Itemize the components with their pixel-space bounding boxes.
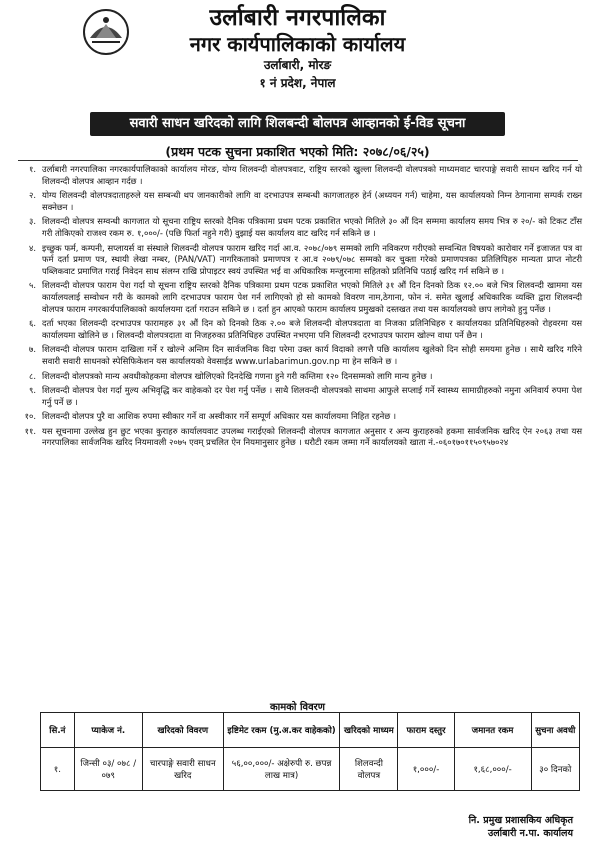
list-item: [14, 411, 582, 423]
item-text: इच्छुक फर्म, कम्पनी, सप्लायर्स वा संस्थाले शिलवन्दी वोलपत्र फाराम खरिद गर्दा आ.व. २०७८/०७९ सम्मको लागि नविकरण गरीएको सम्वन्धित विषयको कारोवार गर्ने इजाजत पत्र वा फर्म दर्ता प्रमाण पत्र, स्थायी लेखा नम्बर, (PAN/VAT) नागरिकताको प्रमाणपत्र र आ.व २०७९/०७८ सम्मको कर चुक्ता गरेको प्रमाणपत्रका प्रतिलिपिहरु मान्यता प्राप्त नोटरी पब्लिकवाट प्रमाणित गराई निवेदन साथ संलग्न राखि प्रोपाइटर स्वयं उपस्थित भई वा अधिकारिक मन्जुरनामा सहितको प्रतिनिधि पठाई खरिद गर्न सकिने छ ।: [42, 242, 582, 276]
list-item: [14, 344, 582, 367]
notice-title: सवारी साधन खरिदको लागि शिलबन्दी बोलपत्र आव्हानको ई-विड सूचना: [90, 112, 505, 136]
column-header: प्याकेज नं.: [74, 713, 142, 748]
column-header: खरिदको विवरण: [142, 713, 223, 748]
table-row: [41, 748, 580, 791]
item-number: ४.: [28, 242, 36, 253]
item-text: शिलवन्दी वोलपत्र पुरै वा आशिक रुपमा स्वीकार गर्ने वा अस्वीकार गर्ने सम्पूर्ण अधिकार यस कार्यालयमा निहित रहनेछ ।: [42, 411, 397, 422]
item-text: शिलवन्दी वोलपत्र सम्वन्धी कागजात यो सूचना राष्ट्रिय स्तरको दैनिक पत्रिकामा प्रथम पटक प्रकाशित भएको मितिले ३० औं दिन सम्ममा कार्यालय समय भित्र रु २०/- को टिकट टाँस गरी तोकिएको राजश्व रकम रु. १,०००/- (पछि फिर्ता नहुने गरी) वुझाई यस कार्यालय वाट खरिद गर्न सकिने छ ।: [42, 216, 582, 238]
list-item: [14, 385, 582, 408]
list-item: [14, 426, 582, 449]
notice-items: [14, 164, 582, 452]
item-number: २.: [28, 190, 36, 201]
table-cell: १,६८,०००/-: [454, 748, 531, 791]
item-number: ७.: [28, 344, 36, 355]
column-header: जमानत रकम: [454, 713, 531, 748]
item-number: ८.: [28, 370, 36, 381]
item-text: उर्लाबारी नगरपालिका नगरकार्यपालिकाको कार्यालय मोरङ, योग्य शिलवन्दी वोलपत्रवाट, राष्ट्रिय स्तरको खुल्ला शिलवन्दी वोलपत्रको माध्यमवाट चारपाङ्गे सवारी साधन खरिद गर्न यो शिलवन्दी वोलपत्र आव्हान गर्दछ ।: [42, 164, 582, 186]
item-number: ९.: [28, 385, 36, 396]
signatory-title: नि. प्रमुख प्रशासकिय अधिकृत: [468, 815, 573, 826]
divider: [18, 160, 578, 161]
column-header: खरिदको माध्यम: [340, 713, 398, 748]
table-title: कामको विवरण: [269, 702, 326, 713]
column-header: फाराम दस्तुर: [398, 713, 454, 748]
table-cell: ३० दिनको: [531, 748, 579, 791]
list-item: [14, 164, 582, 187]
office-name: उर्लाबारी नगरपालिका: [209, 5, 386, 31]
list-item: [14, 190, 582, 213]
list-item: [14, 280, 582, 315]
list-item: [14, 371, 582, 383]
office-subtitle: नगर कार्यपालिकाको कार्यालय: [189, 32, 406, 56]
table-cell: चारपाङ्गे सवारी साधन खरिद: [142, 748, 223, 791]
list-item: [14, 318, 582, 341]
column-header: इष्टिमेट रकम (मु.अ.कर वाहेकको): [223, 713, 340, 748]
table-cell: १,०००/-: [398, 748, 454, 791]
office-province: १ नं प्रदेश, नेपाल: [259, 76, 336, 90]
table-cell: शिलवन्दी वोलपत्र: [340, 748, 398, 791]
column-header: सुचना अवधी: [531, 713, 579, 748]
table-header-row: [41, 713, 580, 748]
signature-block: [469, 814, 573, 840]
list-item: [14, 243, 582, 278]
item-number: ६.: [28, 318, 36, 329]
work-details-table: [40, 712, 580, 791]
nepal-emblem-icon: [82, 8, 130, 56]
publish-date: (प्रथम पटक सुचना प्रकाशित भएको मिति: २०७८/०६/२५): [165, 144, 430, 159]
item-number: ५.: [28, 280, 36, 291]
table-cell: जिन्सी ०३/ ०७८ /०७९: [74, 748, 142, 791]
column-header: सि.नं: [41, 713, 75, 748]
item-text: शिलवन्दी वोलपत्रको मान्य अवधीकोहकमा वोलपत्र खोलिएको दिनदेखि गणना हुने गरी कम्तिमा १२० दिनसम्मको लागि मान्य हुनेछ ।: [42, 370, 433, 381]
item-text: शिलवन्दी वोलपत्र फाराम पेश गर्दा यो सूचना राष्ट्रिय स्तरको दैनिक पत्रिकामा प्रथम पटक प्रकाशित भएको मितिले ३१ औं दिन दिनको ठिक १२.०० बजे भित्र शिलवन्दी खाममा यस कार्यालयलाई सम्वोधन गरी के कामको लागि दरभाउपत्र फाराम पेश गर्न लागिएको हो सो कामको विवरण नाम,ठेगाना, फोन नं. समेत खुलाई अधिकारिक व्यक्ति द्वारा शिलवन्दी वोलपत्र फाराम नगरकार्यपालिकाको कार्यालयमा दर्ता गराउन सकिने छ । दर्ता हुन आएको फाराम कार्यालय प्रमुखको दस्तखत तथा यस कार्यालयको छाप लागेको हुनु पर्नेछ ।: [42, 280, 582, 314]
table-cell: १.: [41, 748, 75, 791]
item-number: ११.: [24, 425, 36, 436]
item-text: दर्ता भएका शिलवन्दी दरभाउपत्र फारामहरु ३१ औं दिन को दिनको ठिक २.०० बजे शिलवन्दी वोलपत्रदाता वा निजका प्रतिनिधिहरु र कार्यालयका प्रतिनिधिहरुको रोहवरमा यस कार्यालयमा खोलिने छ । शिलवन्दी वोलपत्रदाता वा निजहरुका प्रतिनिधिहरु उपस्थित नभएमा पनि शिलवन्दी दरभाउपत्र फाराम खोल्न वाधा पर्ने छैन ।: [42, 318, 582, 340]
item-number: १.: [28, 164, 36, 174]
signatory-office: उर्लाबारी न.पा. कार्यालय: [488, 828, 573, 839]
item-text: यस सूचनामा उल्लेख हुन छुट भएका कुराहरु कार्यालयवाट उपलब्ध गराईएको शिलवन्दी वोलपत्र कागजात अनुसार र अन्य कुराहरुको हकमा सार्वजनिक खरिद ऐन २०६३ तथा यस नगरपालिका सार्वजनिक खरिद नियमावली २०७५ एवम् प्रचलित ऐन नियमानुसार हुनेछ । धरौटी रकम जम्मा गर्ने कार्यालयको खाता नं.-०६०१७०११५०९५७०२४: [42, 425, 582, 448]
item-number: १०.: [24, 411, 36, 422]
item-text: शिलवन्दी वोलपत्र फाराम दाखिला गर्ने र खोल्ने अन्तिम दिन सार्वजनिक विदा परेमा उक्त कार्य विदाको लगत्तै पछि कार्यालय खुलेको दिन सोही समयमा हुनेछ । साथै खरिद गरिने सवारी सवारी साधनको स्पेसिफिकेशन यस कार्यालयको वेवसाईड www.urlabarimun.gov.np मा हेन सकिने छ ।: [42, 344, 582, 366]
item-text: शिलवन्दी वोलपत्र पेश गर्दा मुल्य अभिवृद्धि कर वाहेकको दर पेश गर्नु पर्नेछ । साथै शिलवन्दी वोलपत्रको साथमा आफुले सप्लाई गर्ने स्वास्थ्य सामाग्रीहरुको नमुना अनिवार्य रुपमा पेश गर्नु पर्ने छ ।: [42, 385, 582, 407]
office-location: उर्लाबारी, मोरङ: [263, 58, 332, 72]
table-cell: ५६,००,०००/- अक्षेरुपी रु. छपन्न लाख मात्र): [223, 748, 340, 791]
item-number: ३.: [28, 216, 36, 227]
list-item: [14, 216, 582, 239]
item-text: योग्य शिलवन्दी वोलपत्रदाताहरुले यस सम्बन्धी थप जानकारीको लागि वा दरभाउपत्र सम्बन्धी कागजातहरु हेर्न (अध्ययन गर्न) चाहेमा, यस कार्यालयको निम्न ठेगानामा सम्पर्क राख्न सक्नेछन ।: [42, 190, 582, 212]
